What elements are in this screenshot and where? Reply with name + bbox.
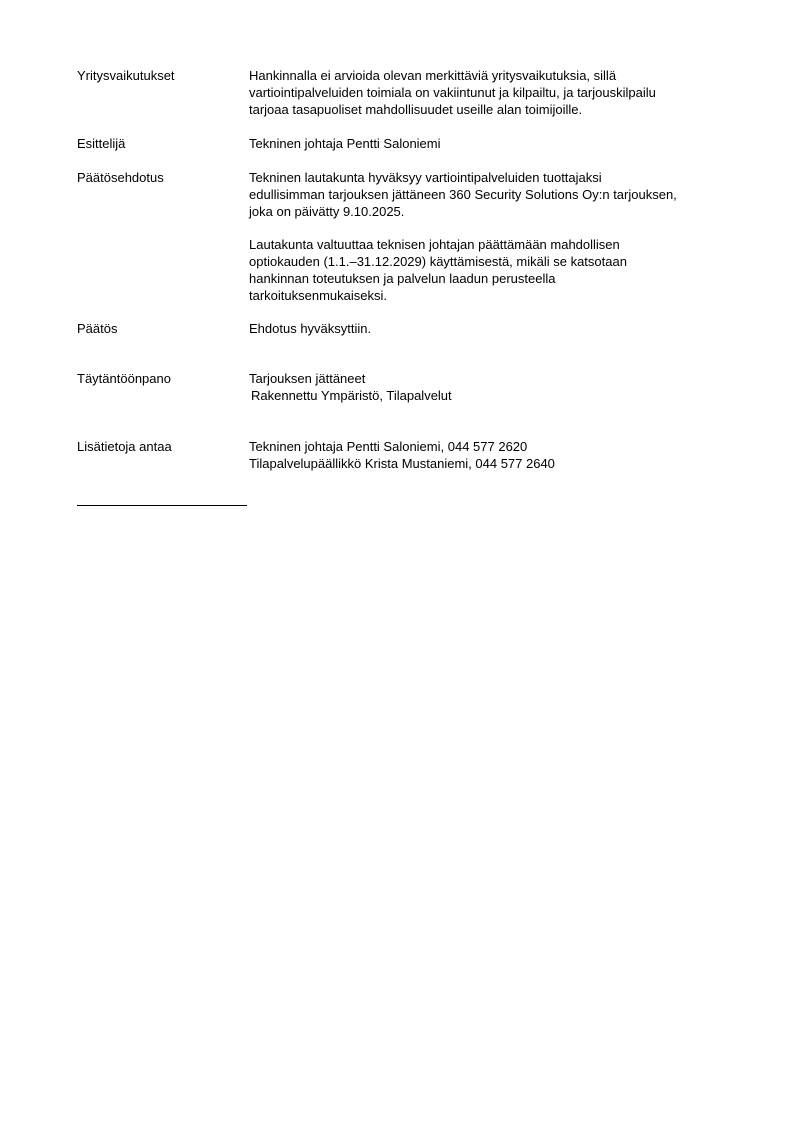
text-line: Tekninen lautakunta hyväksyy vartiointipalveluiden tuottajaksi xyxy=(249,170,602,185)
text-paatosehdotus-p2 xyxy=(249,236,749,304)
text-line: Tekninen johtaja Pentti Saloniemi xyxy=(249,136,441,151)
label-taytantoonpano: Täytäntöönpano xyxy=(77,371,171,386)
text-line: edullisimman tarjouksen jättäneen 360 Security Solutions Oy:n tarjouksen, xyxy=(249,187,677,202)
text-line: tarkoituksenmukaiseksi. xyxy=(249,288,387,303)
text-line: Lautakunta valtuuttaa teknisen johtajan päättämään mahdollisen xyxy=(249,237,620,252)
text-esittelija xyxy=(249,135,749,152)
text-line: Tekninen johtaja Pentti Saloniemi, 044 577 2620 xyxy=(249,439,528,454)
text-line: hankinnan toteutuksen ja palvelun laadun perusteella xyxy=(249,271,556,286)
label-lisatietoja: Lisätietoja antaa xyxy=(77,439,172,454)
text-taytantoonpano xyxy=(249,370,749,404)
text-line: Ehdotus hyväksyttiin. xyxy=(249,321,372,336)
text-lisatietoja xyxy=(249,438,749,472)
text-line: Hankinnalla ei arvioida olevan merkittäviä yritysvaikutuksia, sillä xyxy=(249,68,617,83)
label-paatos: Päätös xyxy=(77,321,118,336)
label-esittelija: Esittelijä xyxy=(77,136,126,151)
horizontal-rule xyxy=(77,505,247,506)
text-line: vartiointipalveluiden toimiala on vakiintunut ja kilpailtu, ja tarjouskilpailu xyxy=(249,85,656,100)
text-line: optiokauden (1.1.–31.12.2029) käyttämisestä, mikäli se katsotaan xyxy=(249,254,627,269)
text-line: joka on päivätty 9.10.2025. xyxy=(249,204,405,219)
text-paatos xyxy=(249,320,749,337)
text-line: tarjoaa tasapuoliset mahdollisuudet useille alan toimijoille. xyxy=(249,102,583,117)
label-yritysvaikutukset: Yritysvaikutukset xyxy=(77,68,175,83)
text-yritysvaikutukset xyxy=(249,67,749,118)
label-paatosehdotus: Päätösehdotus xyxy=(77,170,164,185)
text-line: Rakennettu Ympäristö, Tilapalvelut xyxy=(251,388,452,403)
text-line: Tarjouksen jättäneet xyxy=(249,371,366,386)
text-paatosehdotus-p1 xyxy=(249,169,749,220)
text-line: Tilapalvelupäällikkö Krista Mustaniemi, 044 577 2640 xyxy=(249,456,555,471)
